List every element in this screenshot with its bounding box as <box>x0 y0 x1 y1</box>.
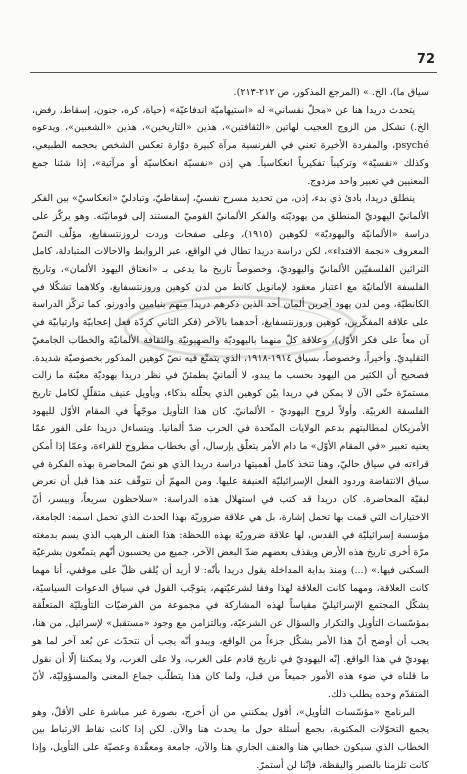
paragraph-3: ينطلق دريدا، بادئ ذي بدء، إذن، من تحديد مسرح نفسيّ، إسقاطيّ، وتبادليّ «انعكاسيّ» بين الفكر الألمانيّ اليهوديّ المنطلق من يهوديّته والفكر الألمانيّ القوميّ المستند إلى فومانيّته. وهو يركّز على دراسة «الألمانيّة واليهوديّة» لكوهين (١٩١٥)، وعلى صفحات وردت لروزنتسفايغ، مؤلّف النصّ المعروف «نجمة الافتداء»، لكن دراسة دريدا تطال في الواقع، عبر الروابط والاحالات المتبادلة، كامل التراثين الفلسفيّين الألمانيّ واليهوديّ، وخصوصاً تاريخ ما يدعى بـ «انعتاق اليهود الألمان»، وتاريخ الفلسفة الألمانيّة مع اعتبار معقود لإمانويل كانط من لدن كوهين وروزنتسفايغ، وكلاهما تشكّلا في الكانطيّة، ومن لدن يهود آخرين ألمان أحد الذين ذكرهم دريدا منهم بنيامين وأدورنو. كما تركّز الدراسة على علاقة المفكّرين، كوهين وروزنتسفايغ، أحدهما بالآخر (فكر الثاني كردّة فعل إعجابيّة وارتيابيّة في آن معاً على فكر الأوّل)، وعلاقة كلّ منهما باليهوديّة والصهيونيّة والثقافة الألمانيّة والخطاب الجامعيّ التقليديّ. وأخيراً، وخصوصاً، بسياق ١٩١٤-١٩١٨، الذي يتمتّع فيه نصّ كوهين المذكور بخصوصيّة شديدة. فصحيح أن الكثير من اليهود بحسب ما يبدو، لا ألمانيّ يطمئنّ في نظر دريدا يهوديّة معيّنة ما زالت مستمرّة حتّى الآن لا يمكن في دريدا بيّن كوهين الذي يحلّله بذكاء، ويأويل عنيف متقلّلٍ لكامل تاريخ الفلسفة الغربيّة. وأولاً لروح اليهوديّ - الألمانيّ. كان هذا التأويل موجّهاً في المقام الأوّل لليهود الأمريكان لمطالبتهم بدعم الولايات المتّحدة في الحرب ضدّ ألمانيا. ويتساءل دريدا على الفور عمّا يعنيه تعبير «في المقام الأوّل» ما دام الأمر يتعلّق بإرسال، أي بخطاب مطروح للقراءة، وعمّا إذا أمكن قراءته في سياق حاليّ، وهنا تتخذ كامل أهميتها دراسة دريدا الذي هو نصّ المحاضرة بهذه الفكرة في سياق الانتفاضة وردود الفعل الإسرائيليّة العنيفة عليها. ومن المهمّ أن نتوقّف عند هذا قبل أن نعرض لبقيّة المحاضرة. كان دريدا قد كتب في استهلال هذه الدراسة: «سلاحظون سريعاً، وبيسر، أنّ الاختيارات التي قمت بها تحمل إشارة، بل هي علاقة ضروريّة بهذا الحدث الذي تحمل اسمه: الجامعة، مؤسسة إسرائيليّة في القدس، لها علاقة ضروريّة بهذه اللحظة: هذا العنف الرهيب الذي يسم بدمغته مرّة أخرى تاريخ هذه الأرض ويقذف بعضهم ضدّ البعض الآخر، جميع من يحسبون أنّهم يتمتّعون بشرعيّة السكنى فيها.» (...) ومنذ بداية المداخلة يقول دريدا بأنّه: لا أريد أن يُلقى ظلّ على موقفي، أنا مهما كانت العلاقة، ومهما كانت العلاقة لهذا وفقا لشرعيّتهم، يتوجّب القول في سياق الدعوات السياسيّة، يشكّل المجتمع الإسرائيليّ مقياساً لهذه المشاركة في مجموعة من الفرضيّات التأويليّة المتعلّقة بمؤسّسات التأويل والتكرار والسؤال عن الشرعيّة، وبالتزامن مع وجود «مستقبل» لإسرائيل. من هنا، يجب أن أوضح أنّ هذا الأمر يشكّل جزءاً من الواقع، ويبدو أنّه يجب أن نتحدّث عن بُعد آخر لما هو يهوديّ في هذا الواقع. إنّه اليهوديّ في تاريخ قادم على الغرب، ولا على الغرب، ولا يمكننا إلّا أن نقول ما قلناه في ضوء هذه الأمور جميعاً من قبل، ولما كان هذا يتطلّب جماع المعنى والمسؤوليّة، لأنّ المتقدّم وحده يطلب ذلك. <box>31 193 430 700</box>
page-number: 72 <box>416 52 435 67</box>
paragraph-4: البرنامج «مؤسّسات التأويل»، أقول يمكنني من أن أخرج، بصورة غير مباشرة على الأقلّ، وهو يجمع التحوّلات المكتوبة، بجمع أسئلة حول ما يحدث هنا والآن. لكن إذا كانت نقاط الارتباط بين الخطاب الذي سيكون خطابي هنا والعنف الجاري هنا والآن، جامعة ومعقّدة وعصيّة على التأويل، وإذا كانت تلزمنا بالصبر واليقظة، فإنّنا لن أستمرّ. <box>32 706 429 771</box>
paragraph-1: سياق ما)، الخ. » (المرجع المذكور، ص ٢١٢-٢١٣). <box>233 87 429 98</box>
page-header <box>30 52 437 70</box>
paragraph-2: يتحدث دريدا هنا عن «محلّ نفساني» له «استيهاميّة اندفاعيّة» (حياة، كره، جنون، إسقاط، رفض، الخ.) تشكل من الزوج العجيب لهاتين «الثقافتين»، هذين «التاريخين»، هذين «الشعبين»، ويدعوه psyché، والمفردة الأخيرة تعني في الفرنسية مرآة كبيرة دوّارة تعكس الشخص بحجمه الطبيعي، وكذلك «نفسيّة» وتركيباً تفكيرياً انعكاسياً. هي إذن «نفسيّة انعكاسيّة أو مرآتية»، إذا شئنا جمع المعنيين في تعبير واحد مزدوج. <box>32 104 429 187</box>
header-rule <box>30 72 437 73</box>
body-text <box>31 84 430 771</box>
